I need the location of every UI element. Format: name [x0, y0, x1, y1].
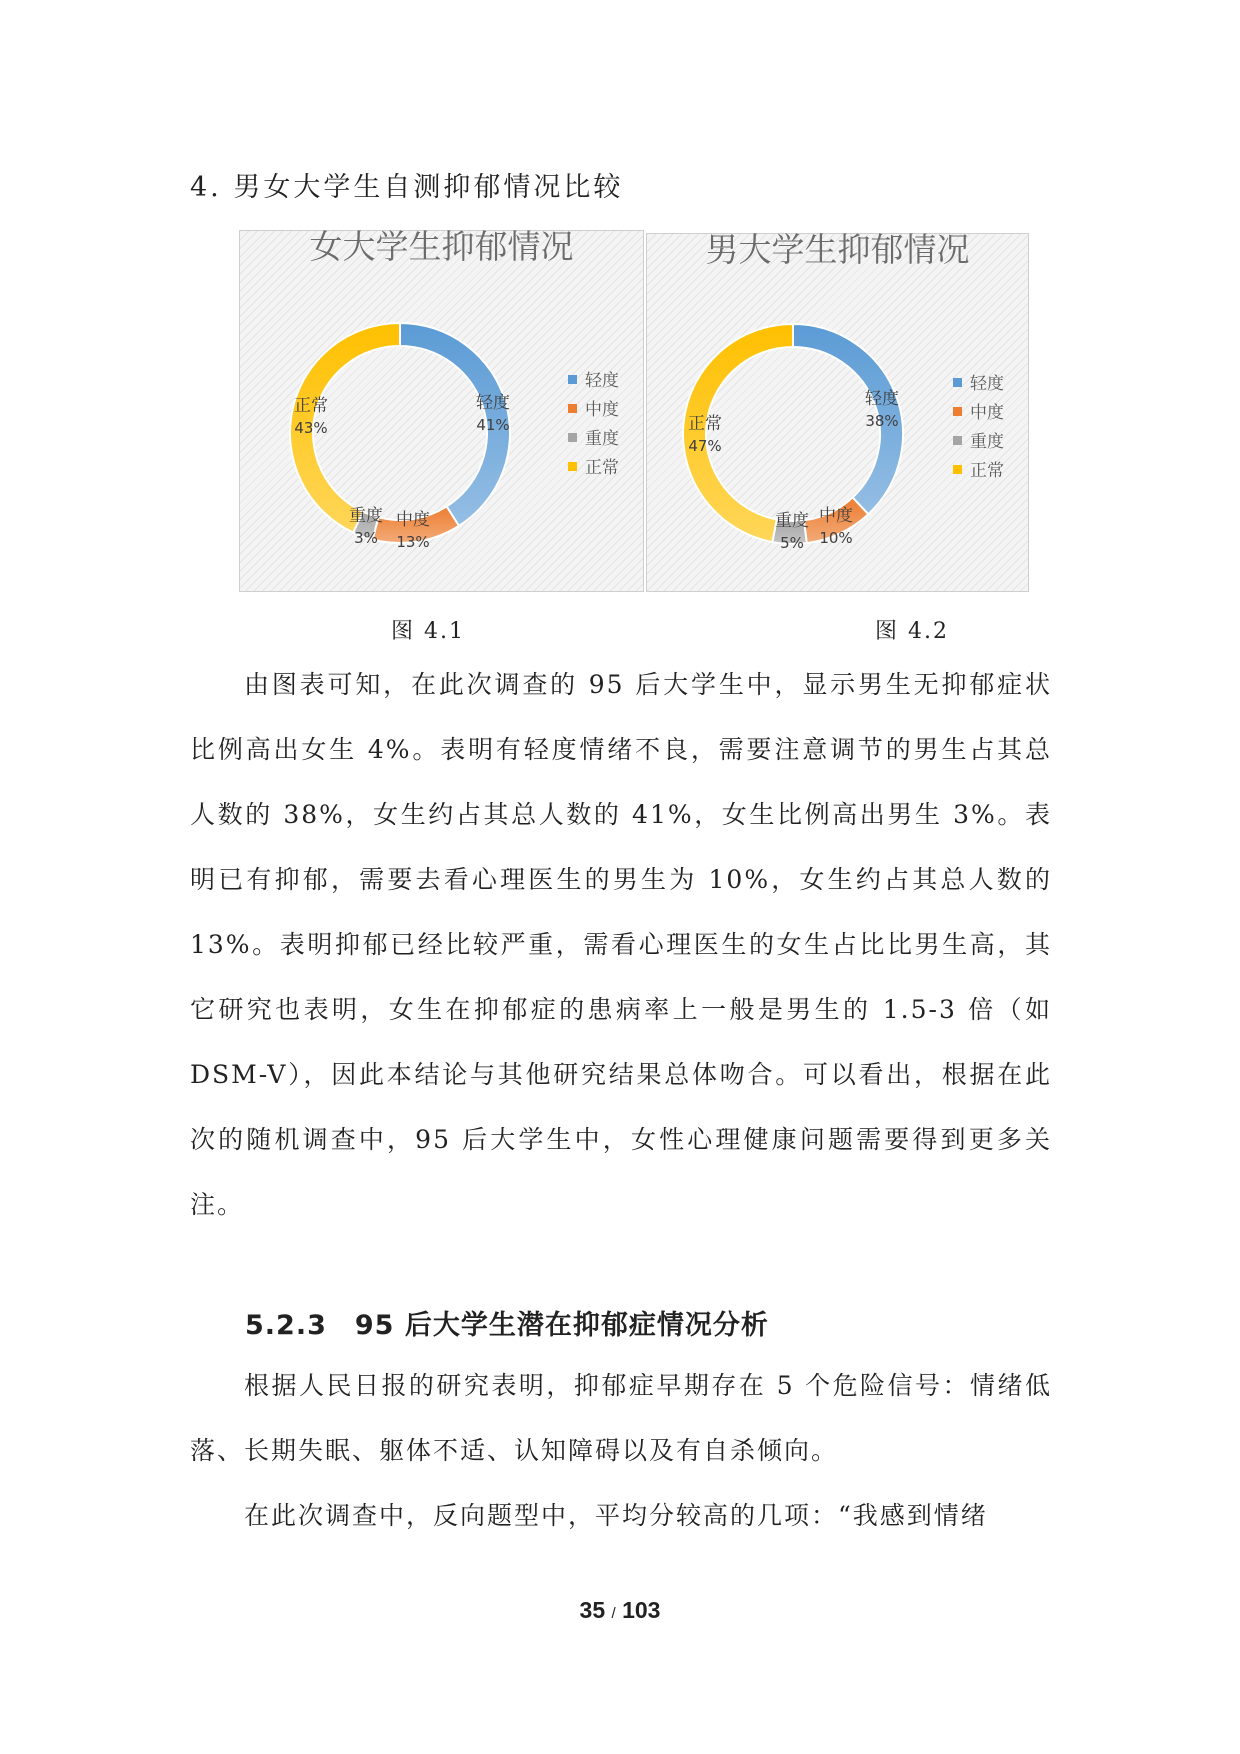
legend-swatch	[953, 436, 962, 445]
legend-item	[568, 396, 619, 425]
page-current: 35	[579, 1597, 606, 1623]
chart-male	[646, 230, 1029, 592]
slice-category-label: 重度	[349, 506, 383, 526]
chart-female	[239, 227, 644, 592]
legend-label: 轻度	[585, 371, 619, 391]
legend-label: 正常	[970, 461, 1004, 481]
chart-legend	[568, 367, 619, 483]
slice-category-label: 轻度	[476, 393, 510, 413]
body-paragraph-3	[190, 1483, 1052, 1548]
section-heading: 5.2.3 95 后大学生潜在抑郁症情况分析	[245, 1310, 769, 1341]
figure-caption-2: 图 4.2	[875, 619, 949, 644]
subheading-4: 4. 男女大学生自测抑郁情况比较	[190, 172, 624, 203]
slice-category-label: 正常	[688, 414, 722, 434]
legend-item	[568, 425, 619, 454]
legend-swatch	[953, 465, 962, 474]
chart-title: 男大学生抑郁情况	[705, 230, 970, 269]
slice-category-label: 重度	[775, 511, 809, 531]
slice-category-label: 轻度	[865, 389, 899, 409]
legend-label: 正常	[585, 458, 619, 478]
slice-value-label: 43%	[294, 419, 328, 437]
paragraph-text: 在此次调查中，反向题型中，平均分较高的几项：“我感到情绪	[244, 1501, 988, 1530]
legend-label: 中度	[585, 400, 619, 420]
body-paragraph-1	[190, 652, 1052, 1237]
slice-category-label: 中度	[819, 506, 853, 526]
page-total: 103	[622, 1597, 661, 1623]
chart-title: 女大学生抑郁情况	[309, 227, 574, 266]
legend-item	[953, 428, 1004, 457]
legend-swatch	[568, 462, 577, 471]
slice-value-label: 10%	[819, 529, 853, 547]
legend-swatch	[953, 407, 962, 416]
legend-label: 轻度	[970, 374, 1004, 394]
figure-caption-1: 图 4.1	[391, 619, 465, 644]
legend-label: 中度	[970, 403, 1004, 423]
legend-item	[953, 457, 1004, 486]
slice-value-label: 47%	[688, 437, 722, 455]
legend-swatch	[568, 404, 577, 413]
slice-value-label: 13%	[396, 533, 430, 551]
legend-swatch	[568, 433, 577, 442]
slice-category-label: 中度	[396, 510, 430, 530]
paragraph-text: 根据人民日报的研究表明，抑郁症早期存在 5 个危险信号：情绪低落、长期失眠、躯体不适、认知障碍以及有自杀倾向。	[190, 1371, 1052, 1465]
page-separator: /	[611, 1605, 616, 1622]
legend-label: 重度	[970, 432, 1004, 452]
body-paragraph-2	[190, 1353, 1052, 1483]
legend-item	[953, 399, 1004, 428]
slice-value-label: 38%	[865, 412, 899, 430]
slice-value-label: 3%	[354, 529, 378, 547]
chart-legend	[953, 370, 1004, 486]
legend-swatch	[953, 378, 962, 387]
slice-category-label: 正常	[294, 396, 328, 416]
slice-value-label: 41%	[476, 416, 510, 434]
legend-swatch	[568, 375, 577, 384]
page-number	[0, 1597, 1240, 1624]
slice-value-label: 5%	[780, 534, 804, 552]
legend-item	[953, 370, 1004, 399]
paragraph-text: 由图表可知，在此次调查的 95 后大学生中，显示男生无抑郁症状比例高出女生 4%。表明有轻度情绪不良，需要注意调节的男生占其总人数的 38%，女生约占其总人数的 41%，女生比例高出男生 3%。表明已有抑郁，需要去看心理医生的男生为 10%，女生约占其总人数的 13%。表明抑郁已经比较严重，需看心理医生的女生占比比男生高，其它研究也表明，女生在抑郁症的患病率上一般是男生的 1.5-3 倍（如 DSM-V），因此本结论与其他研究结果总体吻合。可以看出，根据在此次的随机调查中，95 后大学生中，女性心理健康问题需要得到更多关注。	[190, 670, 1052, 1219]
legend-item	[568, 367, 619, 396]
legend-item	[568, 454, 619, 483]
legend-label: 重度	[585, 429, 619, 449]
